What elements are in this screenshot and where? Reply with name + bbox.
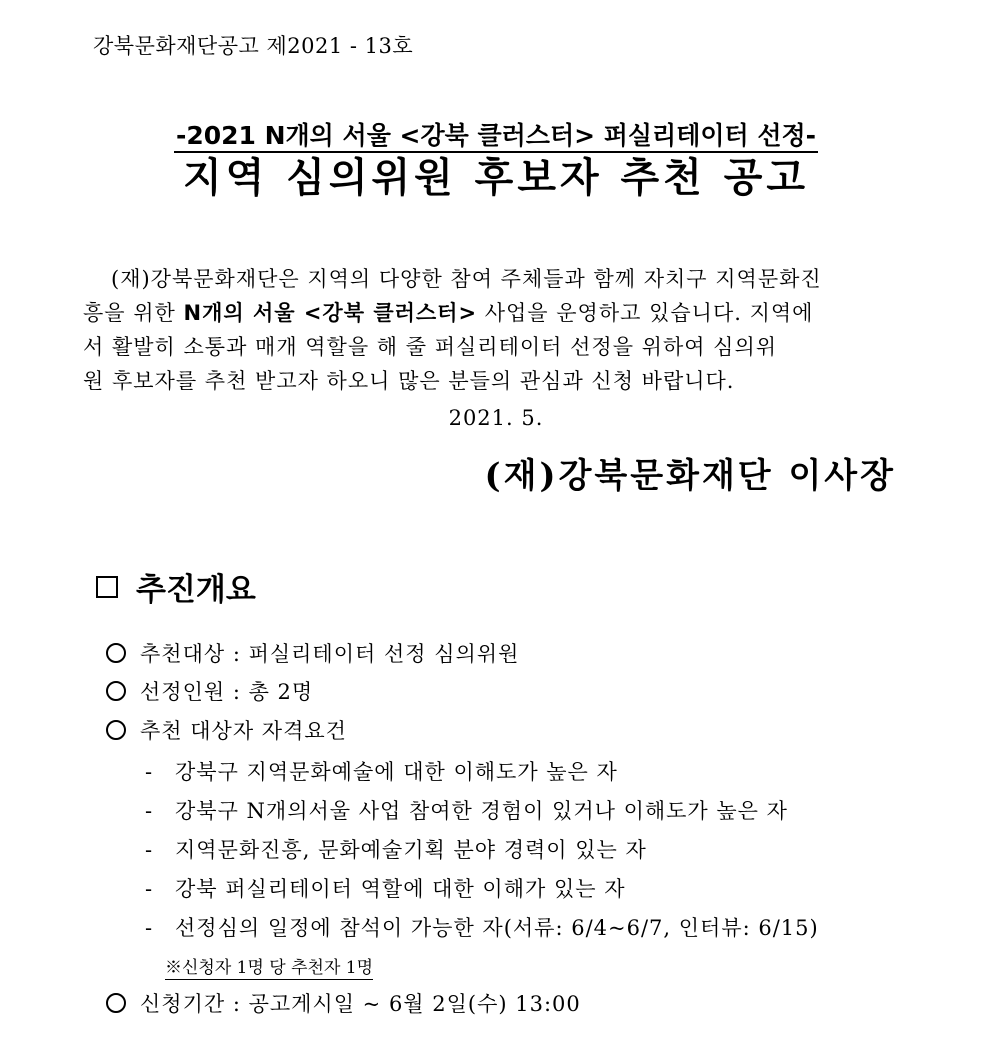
overview-item-period xyxy=(106,988,581,1018)
page-title: 지역 심의위원 후보자 추천 공고 xyxy=(182,155,810,201)
intro-line-1: (재)강북문화재단은 지역의 다양한 참여 주체들과 함께 자치구 지역문화진 xyxy=(111,267,822,291)
dash-bullet: - xyxy=(145,760,154,784)
criteria-text: 선정심의 일정에 참석이 가능한 자(서류: 6/4~6/7, 인터뷰: 6/15) xyxy=(175,916,819,940)
criteria-text: 강북 퍼실리테이터 역할에 대한 이해가 있는 자 xyxy=(175,877,626,901)
overview-item-text: 추천 대상자 자격요건 xyxy=(140,719,347,743)
overview-item-text: 선정인원 : 총 2명 xyxy=(140,680,314,704)
signature: (재)강북문화재단 이사장 xyxy=(484,456,896,496)
circle-bullet-icon xyxy=(106,643,126,663)
intro-line-2-a: 흥을 위한 xyxy=(83,301,184,325)
intro-line-3: 서 활발히 소통과 매개 역할을 해 줄 퍼실리테이터 선정을 위하여 심의위 xyxy=(83,335,778,359)
criteria-item xyxy=(145,795,788,825)
intro-paragraph xyxy=(83,262,911,398)
checkbox-square-icon xyxy=(96,576,118,598)
dash-bullet: - xyxy=(145,838,154,862)
criteria-item xyxy=(145,873,625,903)
intro-line-4: 원 후보자를 추천 받고자 하오니 많은 분들의 관심과 신청 바랍니다. xyxy=(83,369,735,393)
criteria-text: 지역문화진흥, 문화예술기획 분야 경력이 있는 자 xyxy=(175,838,647,862)
circle-bullet-icon xyxy=(106,720,126,740)
overview-item-text: 추천대상 : 퍼실리테이터 선정 심의위원 xyxy=(140,642,520,666)
notice-number: 강북문화재단공고 제2021 - 13호 xyxy=(93,34,414,58)
circle-bullet-icon xyxy=(106,993,126,1013)
criteria-text: 강북구 지역문화예술에 대한 이해도가 높은 자 xyxy=(175,760,618,784)
circle-bullet-icon xyxy=(106,681,126,701)
criteria-text: 강북구 N개의서울 사업 참여한 경험이 있거나 이해도가 높은 자 xyxy=(175,799,788,823)
criteria-item xyxy=(145,834,647,864)
overview-item xyxy=(106,676,313,706)
notice-date: 2021. 5. xyxy=(448,406,544,430)
overview-item xyxy=(106,715,347,745)
dash-bullet: - xyxy=(145,877,154,901)
section-heading xyxy=(96,564,256,609)
notice-subtitle-text: -2021 N개의 서울 <강북 클러스터> 퍼실리테이터 선정- xyxy=(174,121,818,153)
dash-bullet: - xyxy=(145,799,154,823)
dash-bullet: - xyxy=(145,916,154,940)
criteria-item xyxy=(145,912,819,942)
section-heading-text: 추진개요 xyxy=(136,572,256,608)
intro-line-2-c: 사업을 운영하고 있습니다. 지역에 xyxy=(477,301,814,325)
intro-line-2 xyxy=(83,296,911,330)
criteria-item xyxy=(145,756,618,786)
intro-project-name: N개의 서울 <강북 클러스터> xyxy=(183,301,478,325)
application-note: ※신청자 1명 당 추천자 1명 xyxy=(165,953,373,980)
application-period: 신청기간 : 공고게시일 ~ 6월 2일(수) 13:00 xyxy=(140,992,581,1016)
overview-item xyxy=(106,638,519,668)
